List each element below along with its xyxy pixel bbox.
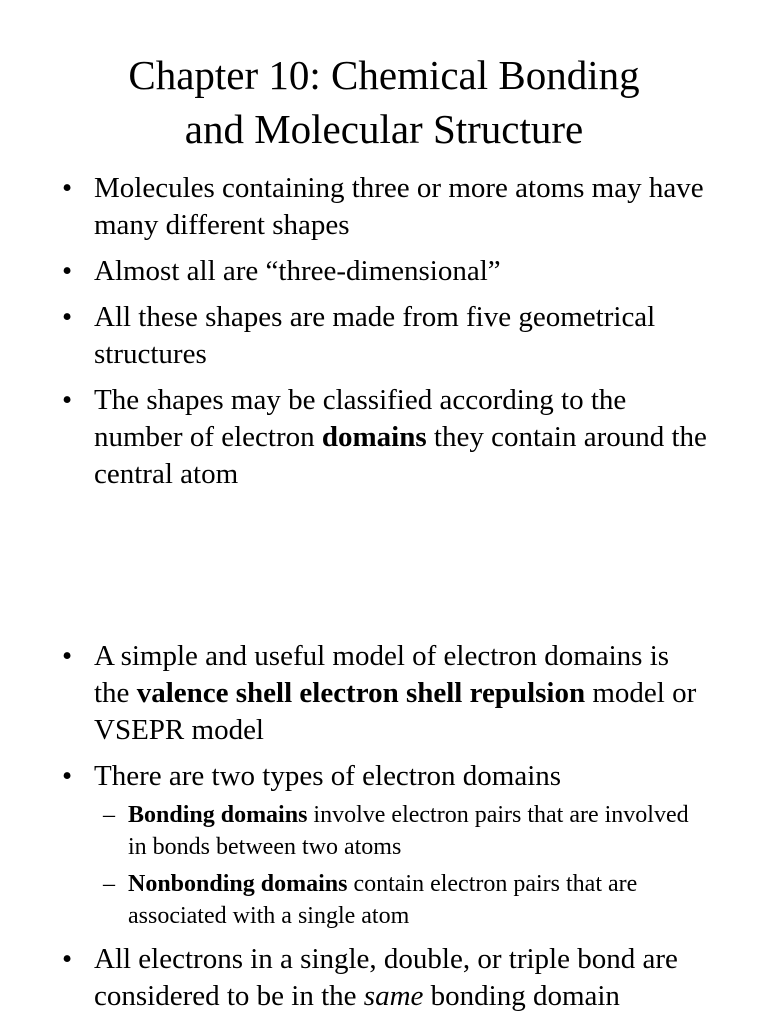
bullet-text: Molecules containing three or more atoms may have many different shapes [94, 172, 704, 241]
bullet-list-intro [0, 170, 768, 502]
sub-bullet-text [128, 871, 637, 929]
bullet-dot-icon: • [62, 255, 73, 287]
bullet-item [0, 758, 768, 795]
text-run: All electrons in a single, double, or triple bond are considered to be in the [94, 943, 678, 1012]
bullet-item [0, 299, 768, 373]
title-line-1: Chapter 10: Chemical Bonding [128, 52, 640, 98]
bold-term: Nonbonding domains [128, 871, 348, 897]
italic-term: same [363, 980, 424, 1012]
bullet-item [0, 170, 768, 244]
text-run: model or VSEPR model [94, 677, 697, 746]
bold-term: valence shell electron shell repulsion [136, 677, 586, 709]
dash-icon: – [103, 871, 115, 897]
sub-bullet-item [0, 868, 768, 932]
bold-term: domains [321, 421, 427, 453]
dash-icon: – [103, 802, 115, 828]
bullet-text [94, 943, 678, 1012]
bullet-item [0, 253, 768, 290]
sub-bullet-list [0, 799, 768, 932]
sub-list-wrapper [0, 799, 768, 932]
bullet-dot-icon: • [62, 760, 73, 792]
bullet-item [0, 638, 768, 749]
text-run: A simple and useful model of electron domains is the [94, 640, 670, 709]
bullet-dot-icon: • [62, 172, 73, 204]
bold-term: Bonding domains [128, 802, 308, 828]
bullet-list-vsepr [0, 638, 768, 1024]
sub-bullet-item [0, 799, 768, 863]
text-run: bonding domain [423, 980, 620, 1012]
bullet-text: There are two types of electron domains [94, 760, 562, 792]
text-run: contain electron pairs that are associated with a single atom [128, 871, 638, 929]
text-run: they contain around the central atom [94, 421, 707, 490]
bullet-dot-icon: • [62, 640, 73, 672]
slide-title [0, 48, 768, 156]
bullet-text [94, 384, 707, 490]
bullet-dot-icon: • [62, 384, 73, 416]
bullet-text [94, 640, 696, 746]
text-run: involve electron pairs that are involved in bonds between two atoms [128, 802, 689, 860]
bullet-dot-icon: • [62, 943, 73, 975]
title-line-2: and Molecular Structure [184, 106, 584, 152]
bullet-text: All these shapes are made from five geometrical structures [94, 301, 656, 370]
bullet-item [0, 941, 768, 1015]
bullet-item [0, 382, 768, 493]
bullet-dot-icon: • [62, 301, 73, 333]
sub-bullet-text [128, 802, 689, 860]
bullet-text: Almost all are “three-dimensional” [94, 255, 501, 287]
text-run: The shapes may be classified according to the number of electron [94, 384, 627, 453]
